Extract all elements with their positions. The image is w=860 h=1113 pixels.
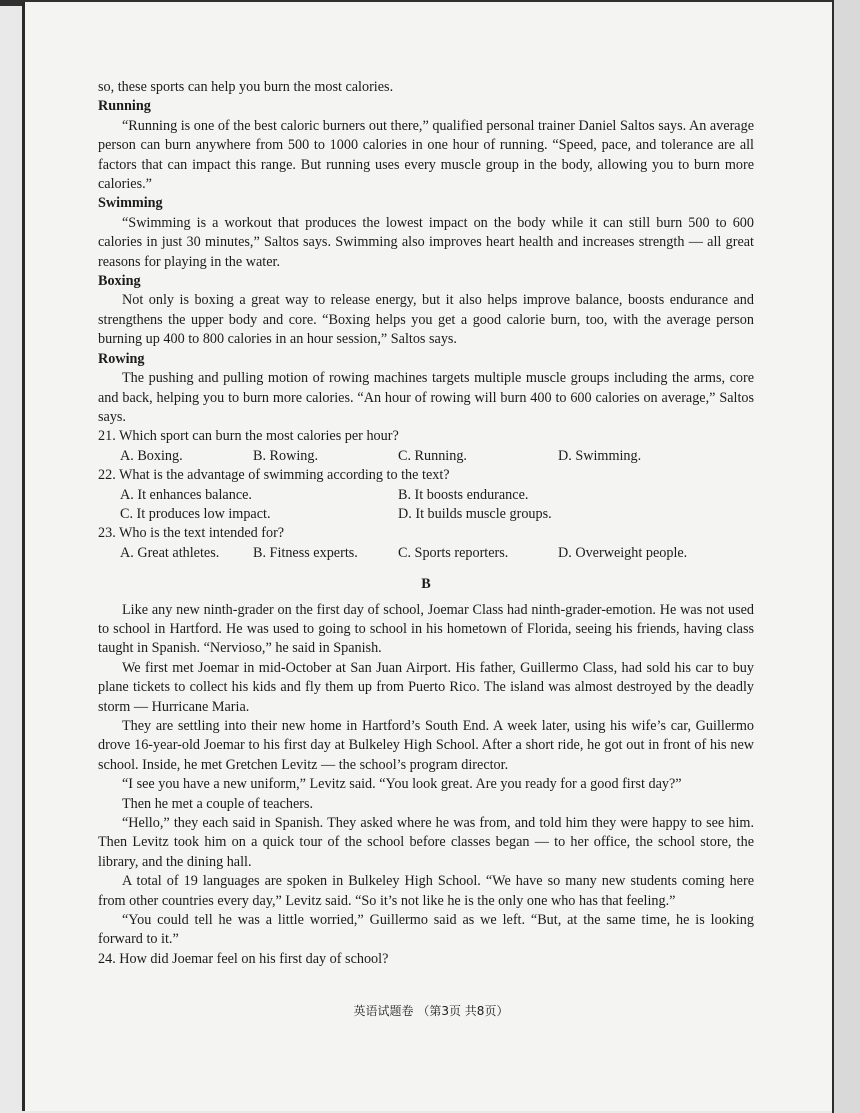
option-22-b[interactable]: B. It boosts endurance. [398,486,529,503]
paragraph-running: “Running is one of the best caloric burners out there,” qualified personal trainer Daniel Saltos says. An average person can burn anywhere from 500 to 1000 calories in one hour of running. “Speed, pace, and tolerance are all factors that can impact this range. But running uses every muscle group in the body, allowing you to burn more calories.” [98,117,754,193]
heading-boxing: Boxing [98,273,141,290]
option-22-c[interactable]: C. It produces low impact. [120,505,271,522]
question-24: 24. How did Joemar feel on his first day of school? [98,950,389,967]
passage-b-paragraph: We first met Joemar in mid-October at San Juan Airport. His father, Guillermo Class, had sold his car to buy plane tickets to collect his kids and fly them up from Puerto Rico. The island was almost destroyed by the deadly storm — Hurricane Maria. [98,659,754,715]
paragraph-swimming: “Swimming is a workout that produces the lowest impact on the body while it can still burn 500 to 600 calories in just 30 minutes,” Saltos says. Swimming also improves heart health and increases strength — all great reasons for playing in the water. [98,214,754,270]
page-footer: 英语试题卷 （第3页 共8页） [353,1004,509,1018]
question-23: 23. Who is the text intended for? [98,525,285,542]
option-21-c[interactable]: C. Running. [398,447,467,464]
question-22: 22. What is the advantage of swimming according to the text? [98,467,450,484]
heading-rowing: Rowing [98,350,145,367]
passage-b-paragraph: “Hello,” they each said in Spanish. They asked where he was from, and told him they were happy to see him. Then Levitz took him on a quick tour of the school before classes began — to her office, the school store, the library, and the dining hall. [98,815,754,870]
option-21-d[interactable]: D. Swimming. [558,447,642,464]
passage-b-label: B [421,576,431,593]
option-21-b[interactable]: B. Rowing. [253,447,319,464]
passage-b-paragraph: “You could tell he was a little worried,” Guillermo said as we left. “But, at the same time, he is looking forward to it.” [98,912,754,948]
option-21-a[interactable]: A. Boxing. [120,447,183,464]
question-23-options [120,544,754,563]
option-22-d[interactable]: D. It builds muscle groups. [398,505,552,522]
passage-b-paragraph: “I see you have a new uniform,” Levitz said. “You look great. Are you ready for a good first day?” [122,776,682,793]
question-21: 21. Which sport can burn the most calories per hour? [98,428,399,445]
option-23-d[interactable]: D. Overweight people. [558,544,688,561]
option-23-c[interactable]: C. Sports reporters. [398,544,509,561]
paragraph-rowing: The pushing and pulling motion of rowing machines targets multiple muscle groups including the arms, core and back, helping you to burn more calories. “An hour of rowing will burn 400 to 600 calories on average,” Saltos says. [98,370,754,425]
heading-running: Running [98,98,151,115]
paragraph-boxing: Not only is boxing a great way to release energy, but it also helps improve balance, boosts endurance and strengthens the upper body and core. “Boxing helps you get a good calorie burn, too, with the average person burning up 400 to 800 calories in an hour session,” Saltos says. [98,292,754,348]
passage-b-paragraph: They are settling into their new home in Hartford’s South End. A week later, using his wife’s car, Guillermo drove 16-year-old Joemar to his first day at Bulkeley High School. After a short ride, he got out in front of his new school. Inside, he met Gretchen Levitz — the school’s program director. [98,718,754,773]
heading-swimming: Swimming [98,195,163,212]
page-content [98,78,754,969]
option-23-a[interactable]: A. Great athletes. [120,544,220,561]
option-23-b[interactable]: B. Fitness experts. [253,544,358,561]
passage-a-intro: so, these sports can help you burn the most calories. [98,79,394,95]
passage-b-paragraph: Then he met a couple of teachers. [122,795,314,812]
passage-b-paragraph: A total of 19 languages are spoken in Bulkeley High School. “We have so many new students coming here from other countries every day,” Levitz said. “So it’s not like he is the only one who has that feeling.” [98,873,754,909]
passage-b-paragraph: Like any new ninth-grader on the first day of school, Joemar Class had ninth-grader-emotion. He was not used to school in Hartford. He was used to going to school in his hometown of Florida, seeing his friends, having class taught in Spanish. “Nervioso,” he said in Spanish. [98,601,754,657]
question-21-options [120,447,754,466]
scan-right-edge [832,0,860,1113]
option-22-a[interactable]: A. It enhances balance. [120,486,252,503]
question-22-options [120,486,754,525]
